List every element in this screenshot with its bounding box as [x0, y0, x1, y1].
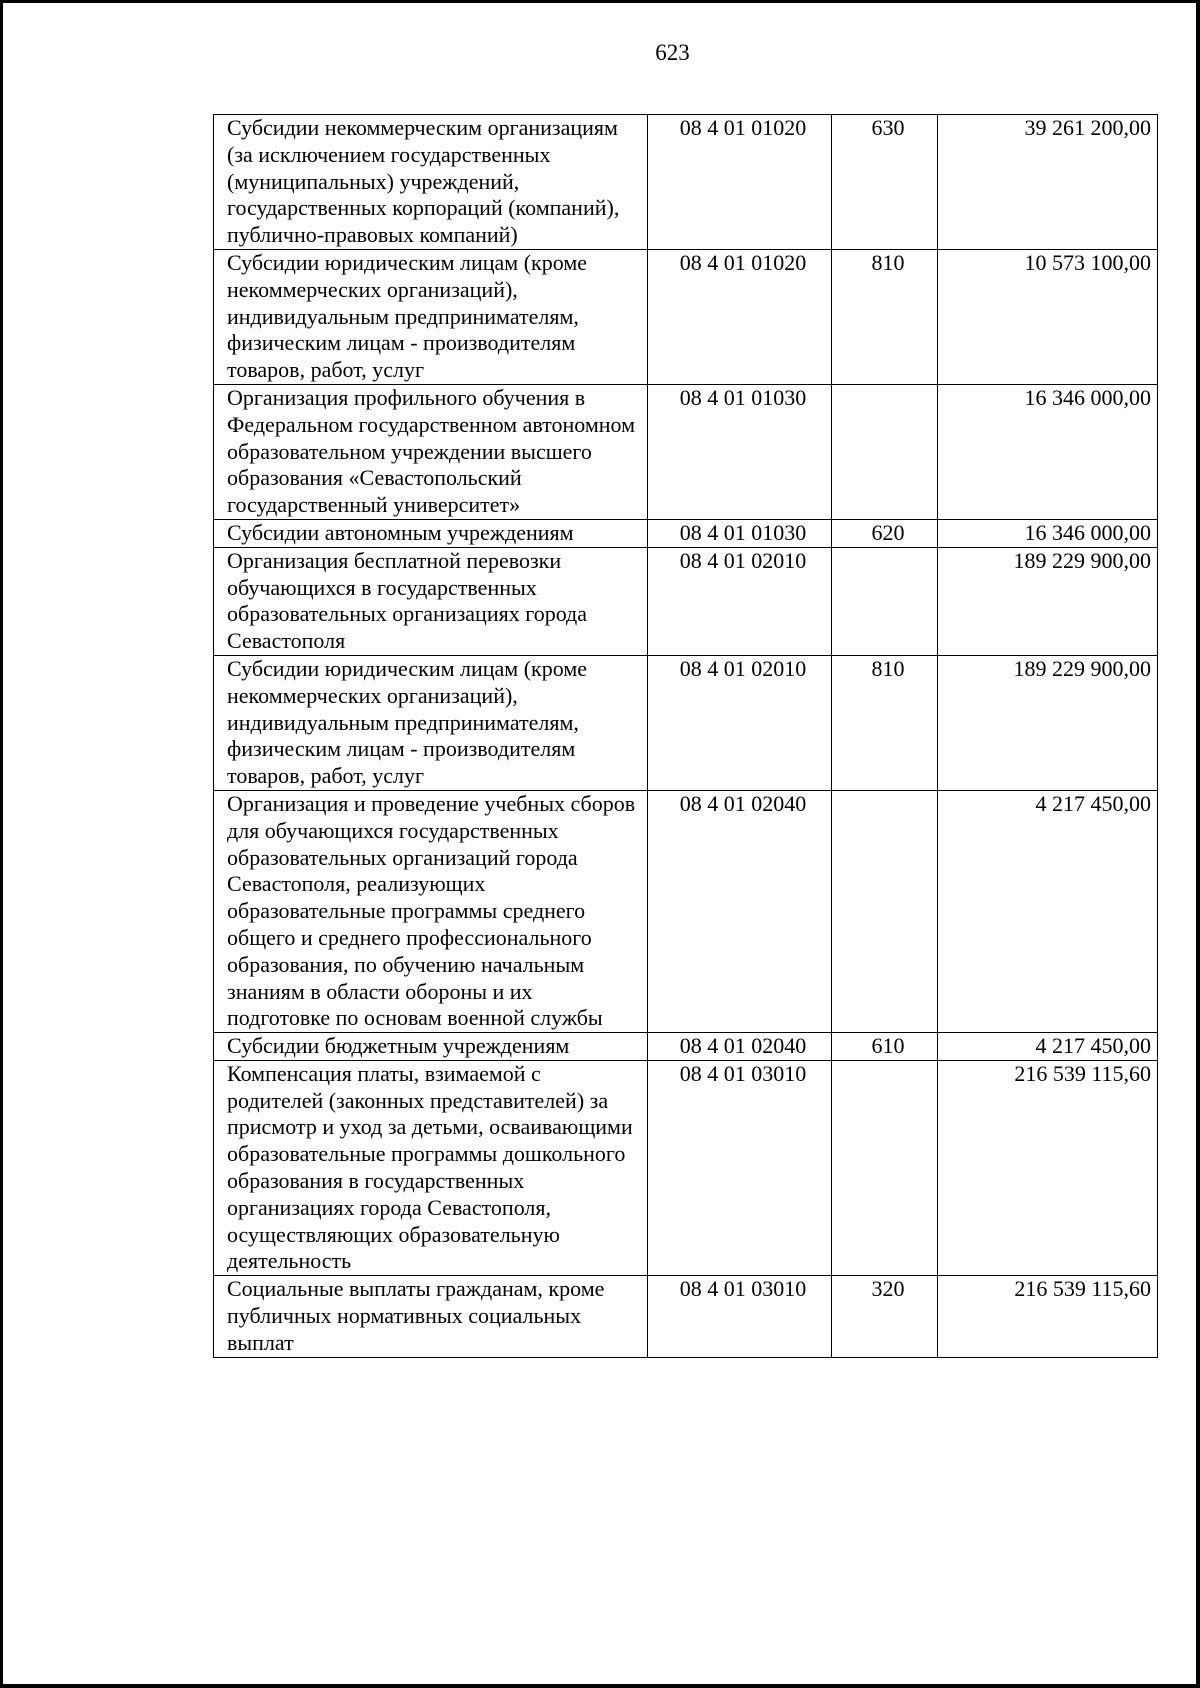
- budget-table: [213, 114, 1158, 1358]
- row-code-cell: 08 4 01 01030: [647, 384, 832, 519]
- row-code-cell: 08 4 01 01020: [647, 115, 832, 250]
- row-amount-cell: 10 573 100,00: [937, 249, 1157, 384]
- row-name-cell: Компенсация платы, взимаемой с родителей (законных представителей) за присмотр и уход за детьми, осваивающими образовательные программы дошкольного образования в государственных организациях города Севастополя, осуществляющих образовательную деятельность: [214, 1060, 648, 1275]
- row-type-cell: 810: [832, 249, 937, 384]
- row-type-cell: [832, 1060, 937, 1275]
- row-type-cell: 610: [832, 1033, 937, 1061]
- row-type-cell: 620: [832, 519, 937, 547]
- row-amount-cell: 16 346 000,00: [937, 519, 1157, 547]
- row-name-cell: Социальные выплаты гражданам, кроме публичных нормативных социальных выплат: [214, 1276, 648, 1357]
- row-amount-cell: 39 261 200,00: [937, 115, 1157, 250]
- row-type-cell: [832, 384, 937, 519]
- row-type-cell: 810: [832, 655, 937, 790]
- table-row: [214, 384, 1158, 519]
- row-amount-cell: 189 229 900,00: [937, 655, 1157, 790]
- scan-border-right: [1196, 0, 1200, 1688]
- row-code-cell: 08 4 01 03010: [647, 1276, 832, 1357]
- scan-border-bottom: [0, 1684, 1200, 1688]
- row-code-cell: 08 4 01 02040: [647, 1033, 832, 1061]
- row-type-cell: [832, 547, 937, 655]
- budget-table-body: [214, 115, 1158, 1358]
- row-code-cell: 08 4 01 01030: [647, 519, 832, 547]
- row-code-cell: 08 4 01 03010: [647, 1060, 832, 1275]
- row-code-cell: 08 4 01 02010: [647, 655, 832, 790]
- row-amount-cell: 4 217 450,00: [937, 1033, 1157, 1061]
- table-row: [214, 249, 1158, 384]
- row-name-cell: Субсидии автономным учреждениям: [214, 519, 648, 547]
- table-row: [214, 547, 1158, 655]
- row-name-cell: Субсидии некоммерческим организациям (за исключением государственных (муниципальных) учреждений, государственных корпораций (компаний), публично-правовых компаний): [214, 115, 648, 250]
- row-type-cell: 630: [832, 115, 937, 250]
- page-number: 623: [655, 40, 690, 65]
- row-code-cell: 08 4 01 02010: [647, 547, 832, 655]
- row-name-cell: Субсидии бюджетным учреждениям: [214, 1033, 648, 1061]
- row-amount-cell: 216 539 115,60: [937, 1060, 1157, 1275]
- table-row: [214, 519, 1158, 547]
- row-code-cell: 08 4 01 02040: [647, 790, 832, 1032]
- row-amount-cell: 4 217 450,00: [937, 790, 1157, 1032]
- table-row: [214, 1033, 1158, 1061]
- row-name-cell: Организация бесплатной перевозки обучающихся в государственных образовательных организациях города Севастополя: [214, 547, 648, 655]
- row-name-cell: Организация и проведение учебных сборов для обучающихся государственных образовательных организаций города Севастополя, реализующих образовательные программы среднего общего и среднего профессионального образования, по обучению начальным знаниям в области обороны и их подготовке по основам военной службы: [214, 790, 648, 1032]
- table-row: [214, 1060, 1158, 1275]
- row-name-cell: Организация профильного обучения в Федеральном государственном автономном образовательном учреждении высшего образования «Севастопольский государственный университет»: [214, 384, 648, 519]
- table-row: [214, 115, 1158, 250]
- row-code-cell: 08 4 01 01020: [647, 249, 832, 384]
- row-type-cell: [832, 790, 937, 1032]
- table-row: [214, 790, 1158, 1032]
- row-amount-cell: 189 229 900,00: [937, 547, 1157, 655]
- row-amount-cell: 16 346 000,00: [937, 384, 1157, 519]
- row-name-cell: Субсидии юридическим лицам (кроме некоммерческих организаций), индивидуальным предпринимателям, физическим лицам - производителям товаров, работ, услуг: [214, 655, 648, 790]
- scan-border-left: [0, 0, 3, 1688]
- table-row: [214, 1276, 1158, 1357]
- row-name-cell: Субсидии юридическим лицам (кроме некоммерческих организаций), индивидуальным предпринимателям, физическим лицам - производителям товаров, работ, услуг: [214, 249, 648, 384]
- table-row: [214, 655, 1158, 790]
- row-amount-cell: 216 539 115,60: [937, 1276, 1157, 1357]
- row-type-cell: 320: [832, 1276, 937, 1357]
- scan-border-top: [0, 0, 1200, 3]
